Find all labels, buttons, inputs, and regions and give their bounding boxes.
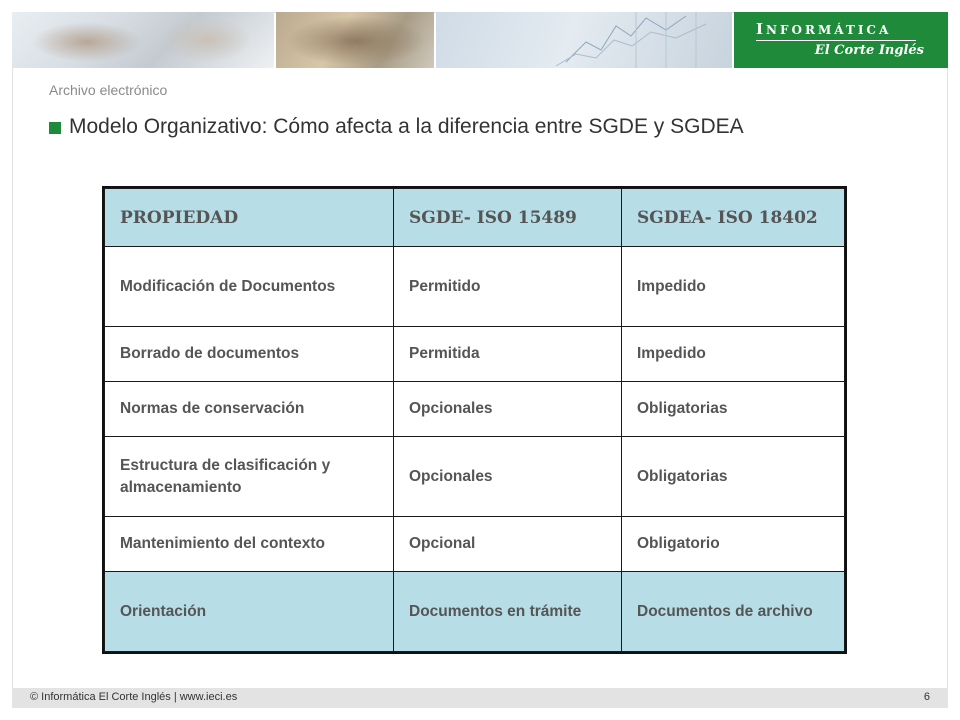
page-title: Modelo Organizativo: Cómo afecta a la diferencia entre SGDE y SGDEA — [69, 115, 744, 138]
sgde-cell: Opcional — [394, 517, 622, 572]
sgde-cell: Permitida — [394, 327, 622, 382]
office-photo-meeting — [276, 12, 434, 68]
office-photo-chart — [436, 12, 732, 68]
table-header-row — [105, 189, 845, 247]
logo-initial: I — [756, 20, 767, 38]
property-cell: Modificación de Documentos — [105, 247, 394, 327]
logo-wordmark — [756, 20, 891, 38]
square-bullet-icon — [49, 122, 61, 134]
sgdea-cell: Obligatorias — [622, 382, 845, 437]
sgdea-cell: Impedido — [622, 247, 845, 327]
chart-decoration-icon — [436, 12, 732, 68]
sgde-cell: Opcionales — [394, 437, 622, 517]
logo-word-rest: NFORMÁTICA — [766, 23, 892, 37]
header-propiedad: PROPIEDAD — [105, 189, 394, 247]
office-photo-hands — [12, 12, 274, 68]
sgdea-cell: Obligatorias — [622, 437, 845, 517]
table-row — [105, 247, 845, 327]
comparison-table — [102, 186, 847, 654]
sgdea-cell: Impedido — [622, 327, 845, 382]
header-banner — [12, 12, 948, 68]
property-cell: Estructura de clasificación y almacenamiento — [105, 437, 394, 517]
title-row — [49, 115, 744, 139]
property-cell: Mantenimiento del contexto — [105, 517, 394, 572]
page-number: 6 — [923, 691, 930, 703]
sgde-cell: Opcionales — [394, 382, 622, 437]
property-cell: Borrado de documentos — [105, 327, 394, 382]
header-sgde: SGDE- ISO 15489 — [394, 189, 622, 247]
table-row — [105, 327, 845, 382]
table-row-orientation — [105, 572, 845, 652]
sgde-cell: Documentos en trámite — [394, 572, 622, 652]
footer-copyright: © Informática El Corte Inglés | www.ieci.es — [30, 691, 238, 703]
brand-logo — [734, 12, 948, 68]
table-row — [105, 517, 845, 572]
table-row — [105, 437, 845, 517]
sgdea-cell: Documentos de archivo — [622, 572, 845, 652]
table-row — [105, 382, 845, 437]
section-label: Archivo electrónico — [49, 82, 168, 98]
property-cell: Normas de conservación — [105, 382, 394, 437]
header-sgdea: SGDEA- ISO 18402 — [622, 189, 845, 247]
sgde-cell: Permitido — [394, 247, 622, 327]
sgdea-cell: Obligatorio — [622, 517, 845, 572]
logo-signature: El Corte Inglés — [814, 43, 924, 58]
properties-table — [104, 188, 845, 652]
footer-bar — [12, 688, 948, 708]
property-cell: Orientación — [105, 572, 394, 652]
logo-divider — [756, 40, 916, 41]
